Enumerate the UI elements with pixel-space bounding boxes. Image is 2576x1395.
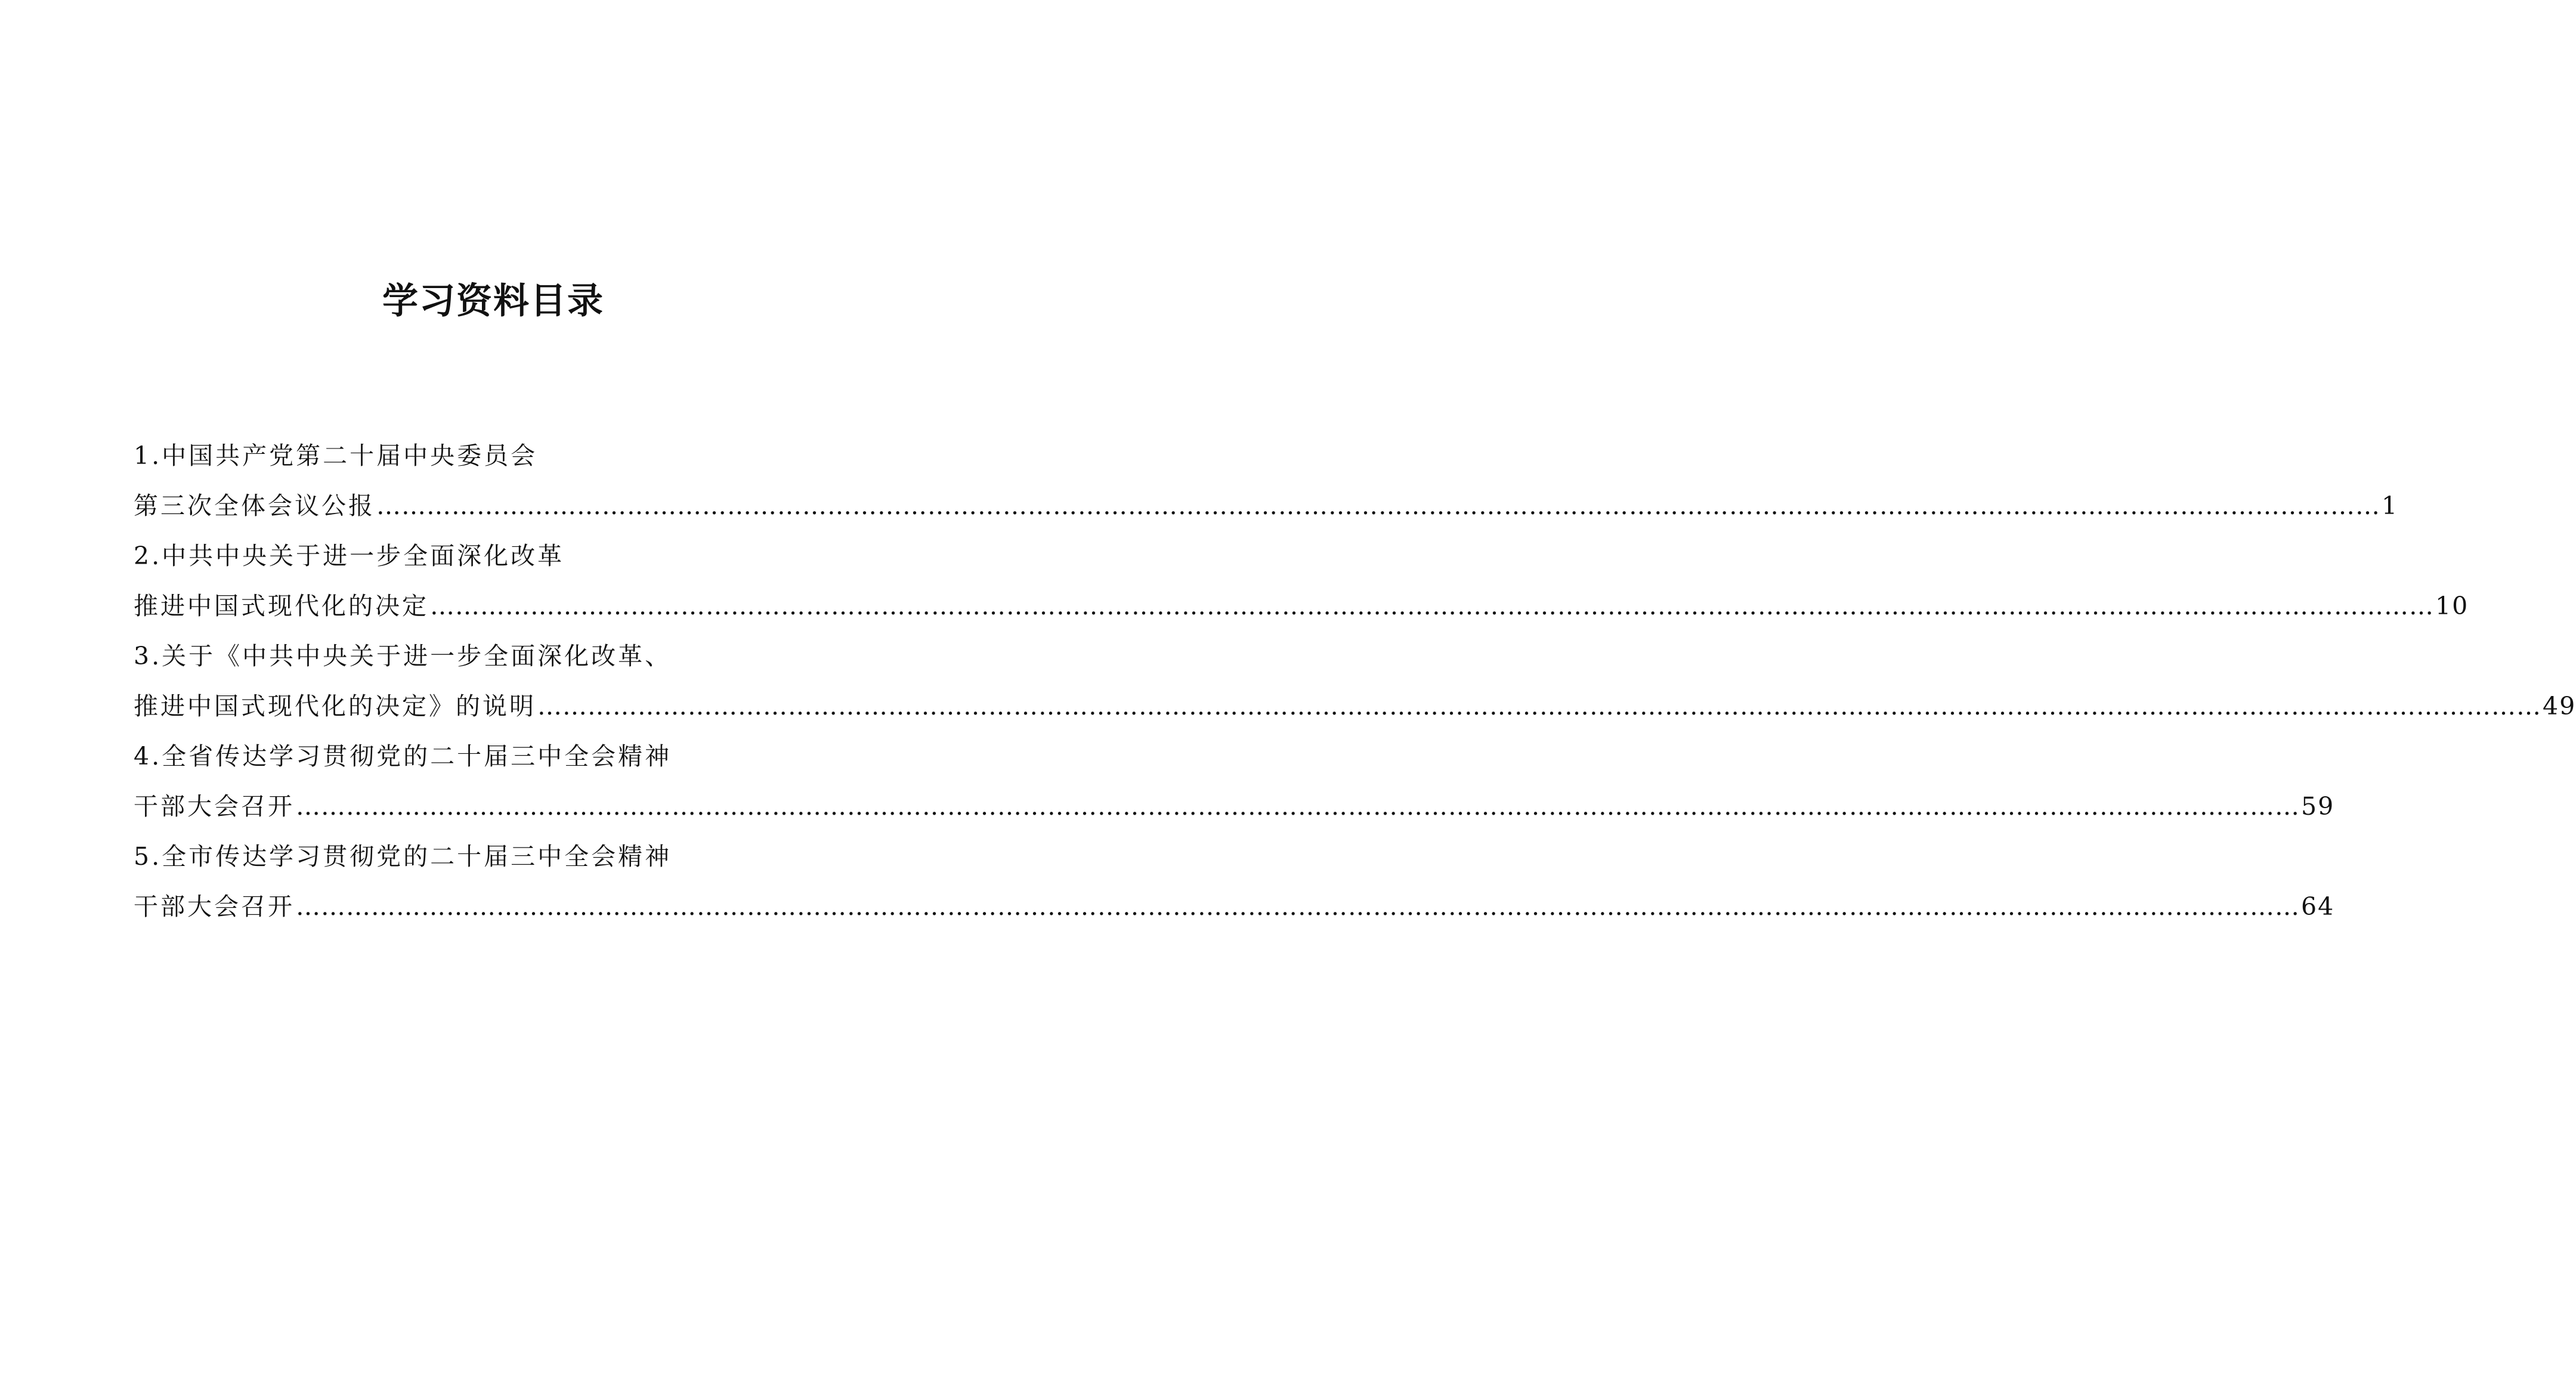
page-number: 64 (2301, 892, 2335, 921)
page-number: 10 (2435, 592, 2469, 620)
toc-entry-title-line-2 (134, 881, 2335, 932)
page-number: 59 (2301, 792, 2335, 821)
toc-entry-3[interactable] (134, 631, 2576, 731)
dot-leader: …………………………………………………………………………………………………………………………………………………………………………………………………………………… (430, 592, 2434, 620)
toc-entry-title-continuation: 干部大会召开 (134, 792, 295, 821)
toc-entry-title-line-1: 4.全省传达学习贯彻党的二十届三中全会精神 (134, 742, 672, 771)
toc-entry-title-continuation: 干部大会召开 (134, 892, 295, 921)
page-number: 49 (2543, 692, 2576, 720)
toc-entry-title-line-1: 1.中国共产党第二十届中央委员会 (134, 441, 538, 470)
toc-entry-1[interactable] (134, 431, 2399, 531)
dot-leader: …………………………………………………………………………………………………………………………………………………………………………………………………………………… (296, 792, 2300, 821)
toc-entry-4[interactable] (134, 731, 2335, 831)
page-number: 1 (2382, 491, 2399, 520)
toc-entry-2[interactable] (134, 531, 2469, 631)
toc-entry-title-line-1: 3.关于《中共中央关于进一步全面深化改革、 (134, 642, 672, 670)
table-of-contents (134, 431, 2576, 932)
toc-entry-title-line-2 (134, 781, 2335, 831)
toc-entry-title-line-1: 5.全市传达学习贯彻党的二十届三中全会精神 (134, 842, 672, 871)
toc-entry-title-continuation: 推进中国式现代化的决定 (134, 592, 429, 620)
toc-entry-title-continuation: 推进中国式现代化的决定》的说明 (134, 692, 536, 720)
toc-entry-title-line-2 (134, 481, 2399, 531)
toc-entry-title-line-1: 2.中共中央关于进一步全面深化改革 (134, 542, 565, 570)
dot-leader: …………………………………………………………………………………………………………………………………………………………………………………………………………………… (296, 892, 2300, 921)
toc-entry-title-line-2 (134, 581, 2469, 631)
toc-entry-title-line-2 (134, 681, 2576, 731)
page-title: 学习资料目录 (382, 280, 604, 322)
toc-entry-title-continuation: 第三次全体会议公报 (134, 491, 375, 520)
dot-leader: …………………………………………………………………………………………………………………………………………………………………………………………………………………… (537, 692, 2541, 720)
dot-leader: …………………………………………………………………………………………………………………………………………………………………………………………………………………… (376, 491, 2380, 520)
toc-entry-5[interactable] (134, 831, 2335, 932)
